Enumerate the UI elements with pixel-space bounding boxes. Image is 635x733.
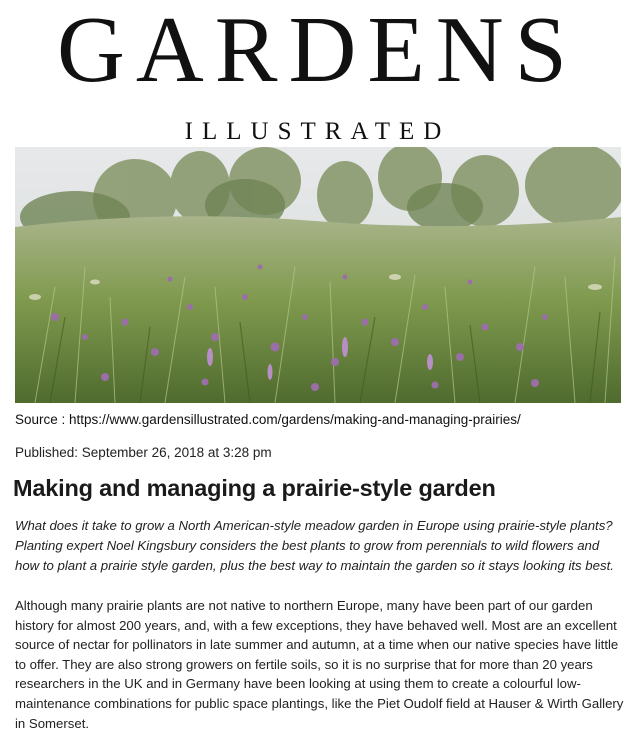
masthead-logo-subtitle: ILLUSTRATED: [184, 118, 451, 145]
prairie-garden-photo-icon: [15, 147, 621, 403]
article-headline: Making and managing a prairie-style garden: [13, 475, 496, 501]
source-link[interactable]: Source : https://www.gardensillustrated.com/gardens/making-and-managing-prairies/: [15, 412, 521, 427]
masthead-logo-title: GARDENS: [57, 0, 578, 102]
hero-image: [15, 147, 621, 403]
article-body: Although many prairie plants are not native to northern Europe, many have been part of our garden history for almost 200 years, and, with a few exceptions, they have behaved well. Most are an excellent source of nectar for pollinators in late summer and autumn, at a time when our native species have little to offer. They are also strong growers on fertile soils, so it is no surprise that for more than 20 years researchers in the UK and in Germany have been looking at using them to create a colourful low-maintenance combinations for public space plantings, like the Piet Oudolf field at Hauser & Wirth Gallery in Somerset.: [15, 598, 624, 731]
article-standfirst: What does it take to grow a North American-style meadow garden in Europe using prairie-style plants? Planting expert Noel Kingsbury considers the best plants to grow from perennials to wild flowers and how to plant a prairie style garden, plus the best way to maintain the garden so it stays looking its best.: [15, 518, 614, 573]
published-date: Published: September 26, 2018 at 3:28 pm: [15, 445, 272, 460]
